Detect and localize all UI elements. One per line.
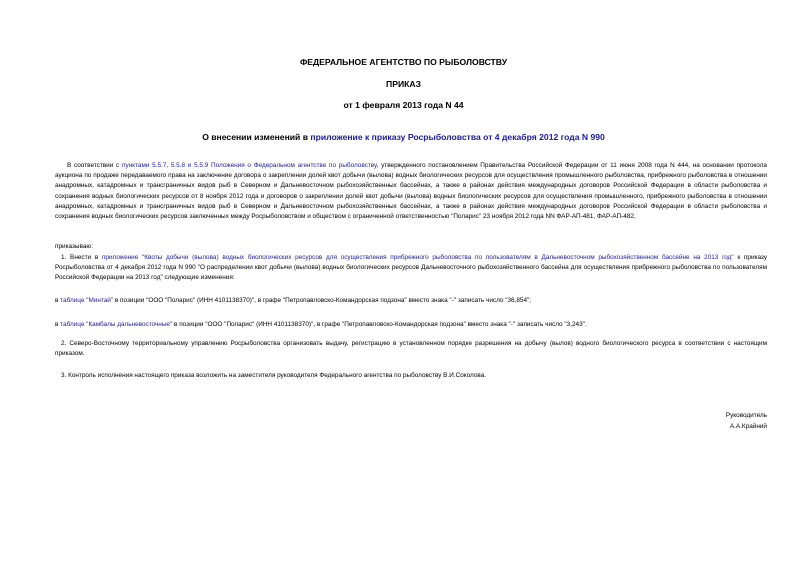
change-flounder-post: в позиции "ООО "Поларис" (ИНН 4101138370)", в графе "Петропавловско-Командорская подзона" вместо знака "-" записать число "3,243". <box>172 321 587 328</box>
item-1-text-start: 1. Внести в <box>61 254 102 261</box>
command-line: приказываю: <box>55 243 93 250</box>
change-flounder <box>55 320 767 330</box>
subject-link[interactable]: приложение к приказу Росрыболовства от 4 декабря 2012 года N 990 <box>310 132 605 142</box>
preamble-paragraph <box>55 161 767 222</box>
item-3-paragraph: 3. Контроль исполнения настоящего приказа возложить на заместителя руководителя Федерального агентства по рыболовству В.И.Соколова. <box>61 372 487 379</box>
preamble-text-rest: , утвержденного постановлением Правительства Российской Федерации от 11 июня 2008 года N 444, на основании протокола аукциона по продаже передаваемого права на заключение договора о закреплении долей квот добычи (вылова) водных биологических ресурсов для осуществления промышленного рыболовства, прибрежного рыболовства в отношении анадромных, катадромных и трансграничных видов рыб в Северном и Дальневосточном рыбохозяйственных бассейнах, а также в районах действия международных договоров Российской Федерации в области рыболовства и сохранения водных биологических ресурсов от 8 ноября 2012 года и договоров о закреплении долей квот добычи (вылова) водных биологических ресурсов для осуществления промышленного, прибрежного рыболовства в отношении анадромных, катадромных и трансграничных видов рыб в Северном и Дальневосточном рыбохозяйственных бассейнах, а также в районах действия международных договоров Российской Федерации в области рыболовства и сохранения водных биологических ресурсов заключенных между Росрыболовством и обществом с ограниченной ответственностью "Поларис" 23 ноября 2012 года NN ФАР-АП-481, ФАР-АП-482, <box>55 162 767 221</box>
regulation-link[interactable]: пунктами 5.5.7, 5.5.8 и 5.5.9 Положения о Федеральном агентстве по рыболовству <box>121 162 377 169</box>
item-2-paragraph: 2. Северо-Восточному территориальному управлению Росрыболовства организовать выдачу, регистрацию в установленном порядке разрешения на добычу (вылов) водного биологического ресурса в соответствии с настоящим приказом. <box>55 340 767 358</box>
change-pollock <box>55 296 767 306</box>
document-type: ПРИКАЗ <box>386 79 421 89</box>
change-flounder-pre: в <box>55 321 61 328</box>
signature-title: Руководитель <box>725 412 767 419</box>
document-subject <box>0 132 807 143</box>
signature-name: А.А.Крайний <box>729 423 767 430</box>
change-pollock-post: в позиции "ООО "Поларис" (ИНН 4101138370)", в графе "Петропавловско-Командорская подзона" вместо знака "-" записать число "36,854"; <box>113 297 532 304</box>
agency-title: ФЕДЕРАЛЬНОЕ АГЕНТСТВО ПО РЫБОЛОВСТВУ <box>299 57 508 67</box>
preamble-text-start: В соответствии с <box>67 162 122 169</box>
pollock-table-link[interactable]: таблице "Минтай" <box>60 297 114 304</box>
flounder-table-link[interactable]: таблице "Камбалы дальневосточные" <box>60 321 173 328</box>
change-pollock-pre: в <box>55 297 61 304</box>
quota-appendix-link[interactable]: приложение "Квоты добычи (вылова) водных биологических ресурсов для осуществления прибрежного рыболовства по пользователям в Дальневосточном рыбохозяйственном бассейне на 2013 год" <box>101 254 734 261</box>
item-1-text-rest: к приказу Росрыболовства от 4 декабря 2012 года N 990 "О распределении квот добычи (вылова) водных биологических ресурсов Дальневосточного рыбохозяйственного бассейна для осуществления прибрежного рыболовства по пользователям Российской Федерации на 2013 год" следующие изменения: <box>55 254 767 282</box>
item-1-paragraph <box>55 253 767 284</box>
subject-prefix: О внесении изменений в <box>202 132 311 142</box>
document-date: от 1 февраля 2013 года N 44 <box>343 100 464 110</box>
